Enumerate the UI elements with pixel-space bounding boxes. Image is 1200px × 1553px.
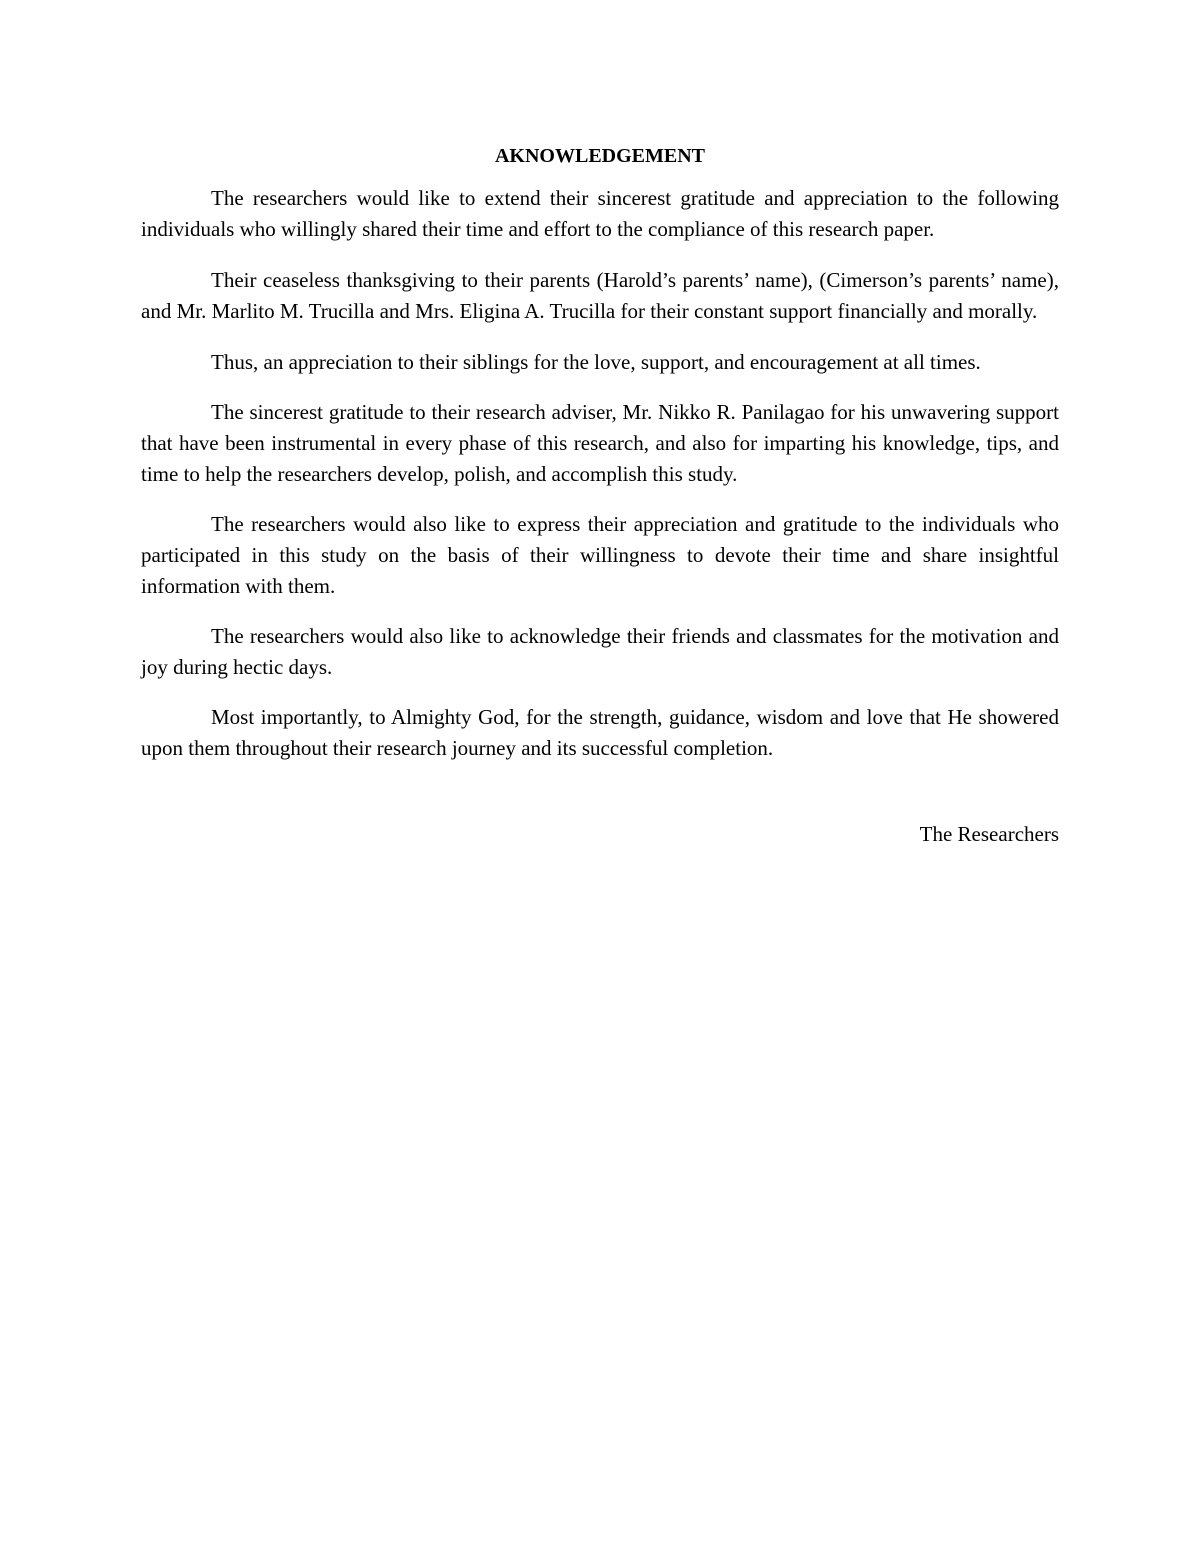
page-title: AKNOWLEDGEMENT bbox=[494, 145, 706, 167]
paragraph-siblings: Thus, an appreciation to their siblings for the love, support, and encouragement at all times. bbox=[211, 350, 981, 374]
paragraph-friends: The researchers would also like to acknowledge their friends and classmates for the motivation and joy during hectic days. bbox=[141, 624, 1059, 679]
paragraph-parents: Their ceaseless thanksgiving to their parents (Harold’s parents’ name), (Cimerson’s parents’ name), and Mr. Marlito M. Trucilla and Mrs. Eligina A. Trucilla for their constant support financially and morally. bbox=[141, 268, 1059, 323]
document-body bbox=[141, 141, 1059, 850]
paragraph-gratitude-intro: The researchers would like to extend their sincerest gratitude and appreciation to the following individuals who willingly shared their time and effort to the compliance of this research paper. bbox=[141, 186, 1059, 241]
signature: The Researchers bbox=[919, 822, 1059, 846]
paragraph-adviser: The sincerest gratitude to their research adviser, Mr. Nikko R. Panilagao for his unwavering support that have been instrumental in every phase of this research, and also for imparting his knowledge, tips, and time to help the researchers develop, polish, and accomplish this study. bbox=[141, 400, 1059, 486]
paragraph-god: Most importantly, to Almighty God, for the strength, guidance, wisdom and love that He showered upon them throughout their research journey and its successful completion. bbox=[141, 705, 1059, 760]
paragraph-participants: The researchers would also like to express their appreciation and gratitude to the individuals who participated in this study on the basis of their willingness to devote their time and share insightful information with them. bbox=[141, 512, 1059, 598]
